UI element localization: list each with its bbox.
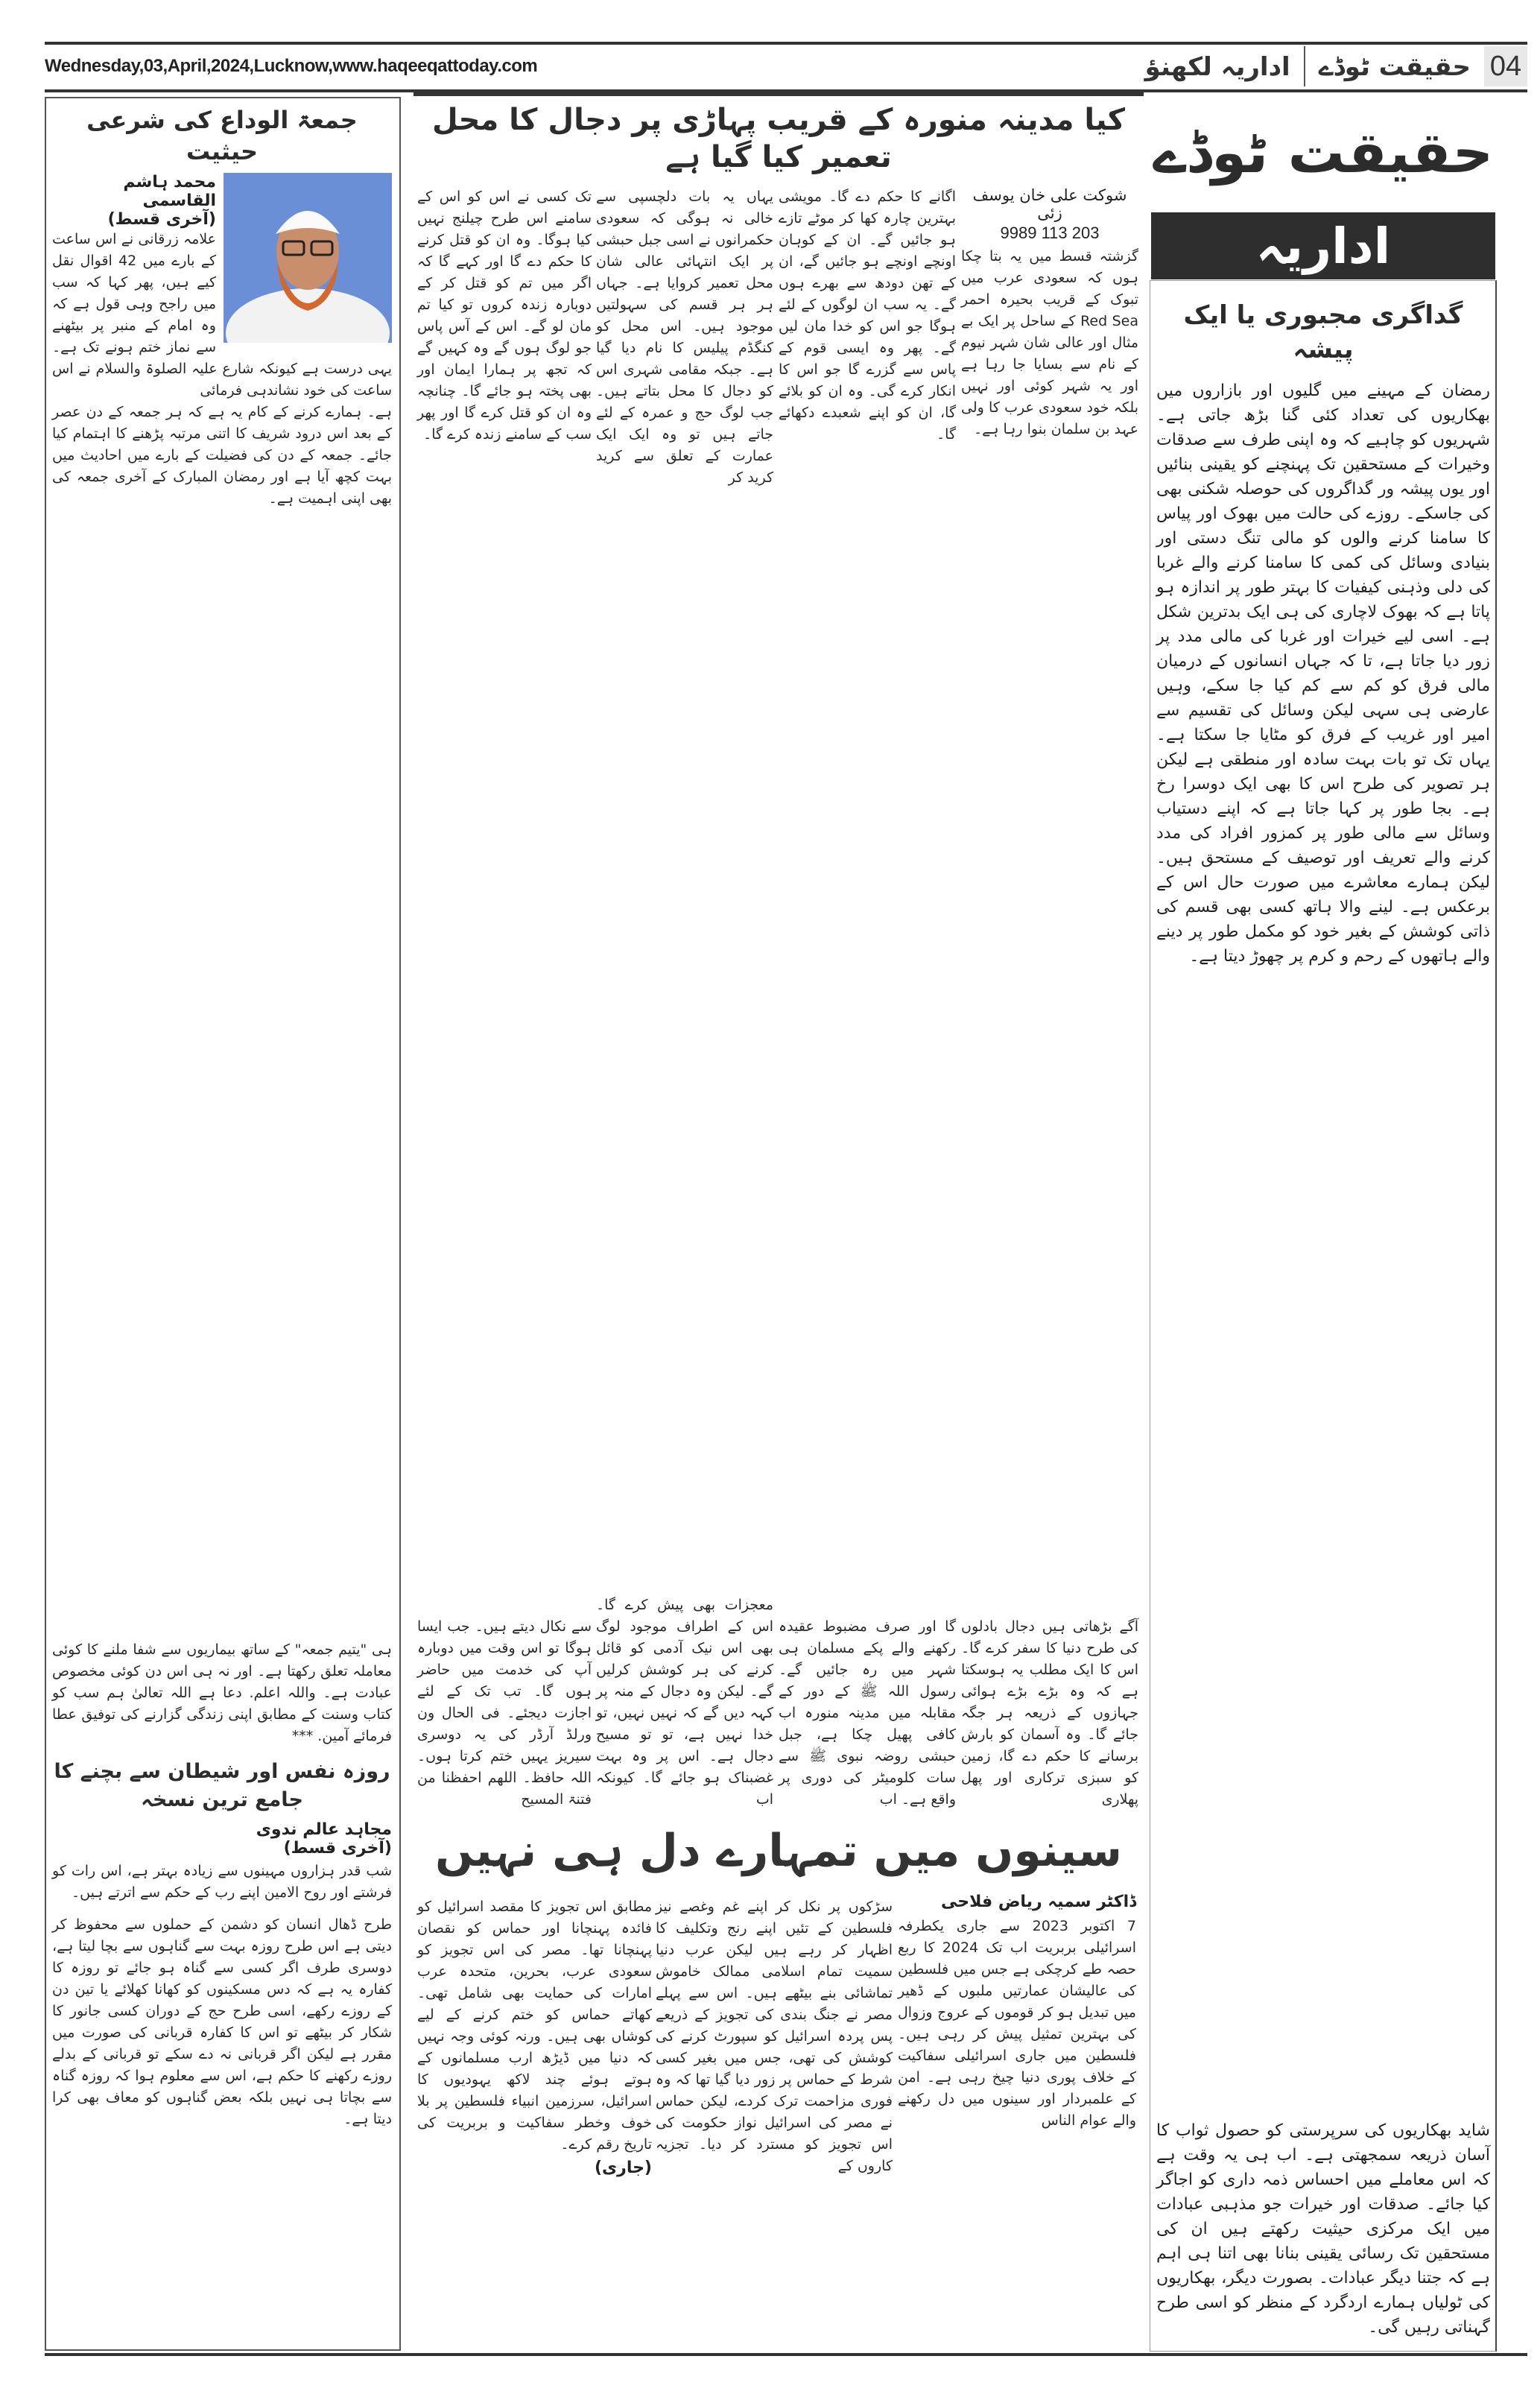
- left-article-installment: (آخری قسط): [107, 210, 216, 229]
- continued-label: (جاری): [594, 2159, 652, 2177]
- main-article-phone: 9989 113 203: [1000, 224, 1100, 242]
- bottom-col-1: [417, 1896, 652, 2177]
- main-col-text: یہاں یہ بات دلچسپی سے خالی نہ ہوگی کہ سعودی حکمرانوں نے اسی جبل حبشی پر ایک انتہائی عالی شان محل تعمیر کروایا ہے۔ جہاں ہر ہر قسم کی سہولتیں موجود ہیں۔ اس محل کو کنگڈم پیلیس کا نام دیا گیا ہے۔ جبکہ مقامی شہری اس کو دجال کا محل بتاتے ہیں۔ جب لوگ حج و عمرہ کے لئے جاتے ہیں تو وہ ایک ایک عمارت کے تعلق سے کرید کرید کر: [596, 189, 773, 486]
- bottom-rule: [45, 2353, 1527, 2356]
- editorial-body: [1156, 298, 1490, 2340]
- editorial-title: گداگری مجبوری یا ایک پیشہ: [1183, 300, 1463, 364]
- bottom-col-2: سڑکوں پر نکل کر اپنے غم وغصے نیز فلسطین کے تئیں اپنے رنج وتکلیف کا اظہار کر رہے ہیں لیکن عرب دنیا سمیت تمام اسلامی ممالک خاموش تماشائی بنے بیٹھے ہیں۔ اس سے پہلے مصر نے جنگ بندی کی تجویز کے ذریعے پس پردہ اسرائیل کو سپورٹ کرنے کی کوشش کی تھی، جس میں بغیر کسی شرط کے حماس پر زور دیا گیا تھا کہ وہ فوری مزاحمت ترک کردے، لیکن حماس نے مصر کی اسرائیل نواز حکومت کی اس تجویز کو مسترد کر دیا۔ تجزیہ کاروں کے: [656, 1899, 893, 2174]
- main-col-1-end: سے نکال دیتے ہیں۔ جب ایسا ہوگا تو اس وقت میں دوبارہ آپ کی خدمت میں حاضر ہوں گا۔ تب تک کے لئے اجازت دیجئے۔ فی الحال ون ورلڈ آرڈر کی یہ دوسری سیریز یہیں ختم کرتا ہوں۔ اللہ حافظ۔ اللھم احفظنا من فتنۃ المسیح: [417, 1618, 592, 1808]
- author-photo: [224, 173, 392, 343]
- main-col-2-end: معجزات بھی پیش کرے گا۔ اس کے اطراف موجود لوگ بھی اس نیک آدمی کو قائل کرنے کی ہر کوشش کرلیں گے۔ لیکن وہ دجال کے منہ پر کہہ دیں گے کہ نہیں نہیں، تو خدا نہیں ہے، تو تو مسیح دجال ہے۔ اس پر وہ بہت غضبناک ہو جائے گا۔ کیونکہ اب: [596, 1597, 773, 1808]
- page-number: 04: [1484, 46, 1527, 86]
- bottom-col-text: مطابق اس تجویز کا مقصد اسرائیل کو فائدہ پہنچانا اور حماس کو نقصان پہنچانا تھا۔ مصر کی اس تجویز کو سعودی عرب، بحرین، متحدہ عرب امارات کی حمایت بھی شامل تھی۔ کھاتے حماس کو ختم کرنے کے لیے کوشاں بھی ہیں۔ ورنہ کوئی وجہ نہیں کہ دنیا میں ڈیڑھ ارب مسلمانوں کے ہوتے ہوئے چند لاکھ یہودیوں کا اسرائیل، سرزمین انبیاء فلسطین پر بلا خوف وخطر سفاکیت و بربریت کی تاریخ رقم کرے۔: [417, 1899, 652, 2153]
- main-col-4-end: آگے بڑھاتی ہیں دجال بادلوں کی طرح دنیا کا سفر کرے گا۔ اس کا ایک مطلب یہ ہوسکتا ہے کہ وہ بڑے بڑے ہوائی جہازوں کے ذریعہ ہر جگہ جائے گا۔ وہ آسمان کو بارش برسانے کا حکم دے گا، زمین کو سبزی ترکاری اور پھل پھلاری: [961, 1618, 1138, 1808]
- main-article-title: کیا مدینہ منورہ کے قریب پہاڑی پر دجال کا محل تعمیر کیا گیا ہے: [431, 103, 1126, 174]
- left-article-top: [52, 104, 392, 510]
- bottom-col-text: 7 اکتوبر 2023 سے جاری یکطرفہ اسرائیلی بربریت اب تک 2024 کا ربع حصہ طے کرچکی ہے جس میں فلسطین کی عالیشان عمارتیں ملبوں کے ڈھیر میں تبدیل ہو کر قوموں کے عروج وزوال کی بہترین تمثیل پیش کر رہی ہیں۔ فلسطین میں جاری اسرائیلی سفاکیت کے خلاف پوری دنیا چیخ رہی ہے۔ امن کے علمبردار اور سینوں میں دل رکھنے والے عوام الناس: [898, 1918, 1136, 2129]
- left-article-ending: ہی "یتیم جمعہ" کے ساتھ بیماریوں سے شفا ملنے کا کوئی معاملہ تعلق رکھتا ہے۔ اور نہ ہی اس دن کوئی مخصوص عبادت ہے۔ واللہ اعلم. دعا ہے اللہ تعالیٰ ہم سب کو کتاب وسنت کے مطابق اپنی زندگی گزارنے کی توفیق عطا فرمائے آمین. ***: [52, 1641, 392, 1744]
- left-article-2-title: روزہ نفس اور شیطان سے بچنے کا جامع ترین نسخہ: [54, 1760, 390, 1811]
- top-rule: [45, 42, 1527, 45]
- left-article-2-body: شب قدر ہزاروں مہینوں سے زیادہ بہتر ہے، اس رات کو فرشتے اور روح الامین اپنے رب کے حکم سے اترتے ہیں۔: [52, 1863, 392, 1901]
- main-col-text: تک کسی نے اس کو اس کے سامنے اس طرح چیلنج نہیں کیا ہوگا۔ وہ ان کو قتل کرنے کا حکم دے گا اور کہے گا کہ اگر میں تم کو قتل کر کے دوبارہ زندہ کروں تو کیا تم مان لو گے۔ اس کے آس پاس جو لوگ ہوں گے وہ کہیں گے کہ تجھ پر ہمارا ایمان اور بھی پختہ ہو جائے گا۔ چنانچہ وہ ان کو قتل کرے گا اور پھر سب کے سامنے زندہ کرے گا۔: [417, 189, 592, 443]
- main-col-3: [779, 186, 956, 1811]
- editorial-para-1: رمضان کے مہینے میں گلیوں اور بازاروں میں بھکاریوں کی تعداد کئی گنا بڑھ جاتی ہے۔ شہریوں کو چاہیے کہ وہ اپنی طرف سے صدقات وخیرات کے مستحقین تک پہنچنے کو یقینی بنائیں اور یوں پیشہ ور گداگروں کی حوصلہ شکنی بھی کی جاسکے۔ روزے کی حالت میں بھوک اور پیاس کا سامنا کرنے والوں کو مالی تنگ دستی اور بنیادی وسائل کی کمی کا سامنا کرنے والے غربا کی دلی وذہنی کیفیات کا بہتر طور پر اندازہ ہو پاتا ہے کہ بھوک لاچاری کی ہی ایک بدترین شکل ہے۔ اسی لیے خیرات اور غربا کی مالی مدد پر زور دیا جاتا ہے، تا کہ جہاں انسانوں کے درمیان مالی فرق کو کم سے کم کیا جا سکے، وہیں عارضی ہی سہی لیکن وسائل کی تقسیم سے امیر اور غریب کے فرق کو مٹایا جا سکتا ہے۔ یہاں تک تو بات بہت سادہ اور منطقی ہے لیکن ہر تصویر کی طرح اس کا بھی ایک دوسرا رخ ہے۔ بجا طور پر کہا جاتا ہے کہ اپنے دستیاب وسائل سے مالی طور پر کمزور افراد کی مدد کرنے والے تعریف اور توصیف کے مستحق ہیں۔ لیکن ہمارے معاشرے میں صورت حال اس کے برعکس ہے۔ لینے والا ہاتھ کسی بھی قسم کی ذاتی کوشش کے بغیر خود کو مکمل طور پر دینے والے ہاتھوں کے رحم و کرم پر چھوڑ دیتا ہے۔: [1156, 381, 1490, 966]
- left-article-bottom: [52, 1639, 392, 2130]
- left-article-title: جمعۃ الوداع کی شرعی حیثیت: [86, 106, 358, 165]
- page-header: [45, 46, 1527, 86]
- dateline: Wednesday,03,April,2024,Lucknow,www.haqeeqattoday.com: [45, 56, 538, 76]
- main-col-1: [417, 186, 592, 1811]
- header-divider: [1304, 46, 1305, 86]
- left-article-2-installment: (آخری قسط): [283, 1839, 392, 1858]
- left-article-2-ending: طرح ڈھال انسان کو دشمن کے حملوں سے محفوظ کر دیتی ہے اس طرح روزہ بہت سے گناہوں سے بچا لیتا ہے، دوسری طرف اگر کسی سے گناہ ہو جائے تو روزہ کا کفارہ یہ ہے کہ دس مسکینوں کو کھانا کھلائے یا تین دن کے روزے رکھے، اسی طرح حج کے دوران کسی جانور کا شکار کر بیٹھے تو اس کا کفارہ قربانی کی صورت میں مقرر ہے لیکن اگر قربانی نہ دے سکے تو قربانی کے بدلے روزے رکھنے کا حکم ہے، اس سے معلوم ہوا کہ روزہ گناہ سے بچاتا ہی نہیں بلکہ بعض گناہوں کو معاف بھی کرا دیتا ہے۔: [52, 1916, 392, 2127]
- section-name: اداریہ لکھنؤ: [1144, 51, 1290, 82]
- editorial-band-label: اداریہ: [1255, 217, 1391, 275]
- main-col-4: [961, 186, 1138, 1811]
- main-col-text: اگانے کا حکم دے گا۔ مویشی بہترین چارہ کھا کر موٹے تازے ہو جائیں گے۔ ان کے کوہان اونچے اونچے ہو جائیں گے، ان کے تھن دودھ سے بھرے ہوں گے۔ یہ سب ان لوگوں کے لئے ہوگا جو اس کو خدا مان لیں گے۔ پھر وہ ایسی قوم کے پاس سے گزرے گا جو اس کا انکار کرے گی۔ وہ ان کو بلائے گا، ان کو اپنے شعبدے دکھائے گا۔: [779, 189, 956, 443]
- paper-name: حقیقت ٹوڈے: [1318, 51, 1471, 82]
- left-article-2-author: مجاہد عالم ندوی: [256, 1820, 392, 1839]
- bottom-article-author: ڈاکٹر سمیہ ریاض فلاحی: [940, 1893, 1136, 1911]
- main-col-text: گزشتہ قسط میں یہ بتا چکا ہوں کہ سعودی عرب میں تبوک کے قریب بحیرہ احمر Red Sea کے ساحل پر ایک بے مثال اور عالی شان شہر نیوم کے نام سے بسایا جا رہا ہے اور یہ شہر کوئی اور نہیں بلکہ خود سعودی عرب کا ولی عہد بن سلمان بنوا رہا ہے۔: [961, 248, 1139, 437]
- editorial-band: [1151, 212, 1495, 279]
- left-article-intro: علامہ زرقانی نے اس ساعت کے بارے میں 42 اقوال نقل کیے ہیں، پھر کہا کہ سب میں راجح وہی قول ہے کہ وہ امام کے منبر پر بیٹھنے سے نماز ختم ہونے تک ہے۔ یہی درست ہے کیونکہ شارع علیہ الصلوۃ والسلام نے اس ساعت کی خود نشاندہی فرمائی: [52, 231, 392, 399]
- bottom-article-title: سینوں میں تمہارے دل ہی نہیں: [435, 1825, 1122, 1877]
- main-col-3-end: گا اور صرف مضبوط عقیدہ رکھنے والے پکے مسلمان ہی شہر میں رہ جائیں گے۔ رسول اللہ ﷺ کے دور کے مقابلہ میں مدینہ منورہ اب کافی پھیل چکا ہے، جبل حبشی روضہ نبوی ﷺ سے سات کلومیٹر کی دوری پر واقع ہے۔ اب: [779, 1618, 956, 1808]
- main-col-4-top: [961, 186, 1138, 440]
- left-article-body: ہے۔ ہمارے کرنے کے کام یہ ہے کہ ہر جمعہ کے دن عصر کے بعد اس درود شریف کا اتنی مرتبہ پڑھنے کا اہتمام کیا جائے۔ جمعہ کے دن کی فضیلت کے بارے میں احادیث میں بہت کچھ آیا ہے اور رمضان المبارک کے آخری جمعہ کی بھی اپنی اہمیت ہے۔: [52, 404, 392, 507]
- editorial-masthead: حقیقت ٹوڈے: [1153, 119, 1494, 186]
- main-col-2: [596, 186, 773, 1811]
- bottom-col-3: [898, 1893, 1136, 2132]
- main-article-author: شوکت علی خان یوسف زئی: [972, 186, 1127, 222]
- header-right: [1145, 46, 1527, 86]
- left-article-author: محمد ہاشم القاسمی: [123, 173, 216, 210]
- editorial-para-2: شاید بھکاریوں کی سرپرستی کو حصول ثواب کا آسان ذریعہ سمجھتی ہے۔ اب ہی یہ وقت ہے کہ اس معاملے میں احساس ذمہ داری کو اجاگر کیا جائے۔ صدقات اور خیرات جو مذہبی عبادات میں ایک مرکزی حیثیت رکھتے ہیں ان کی مستحقین تک رسائی یقینی بنانا بھی اتنا ہی اہم ہے کہ جتنا دیگر عبادات۔ بصورت دیگر، بھکاریوں کی ٹولیاں ہمارے اردگرد کے منظر کو اسی طرح گہناتی رہیں گی۔: [1156, 2121, 1490, 2337]
- headline-rule: [413, 89, 1144, 96]
